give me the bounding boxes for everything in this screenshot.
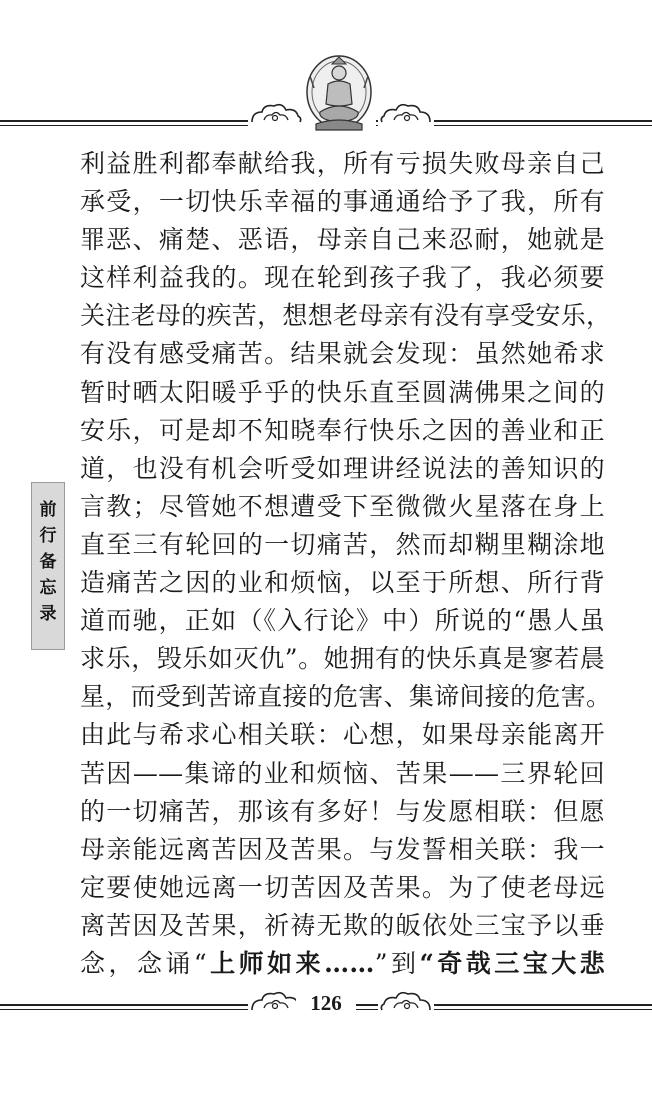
- text-line: 星，而受到苦谛直接的危害、集谛间接的危害。: [80, 682, 612, 712]
- text-line: 言教；尽管她不想遭受下至微微火星落在身上: [80, 491, 605, 521]
- text-line: 苦因——集谛的业和烦恼、苦果——三界轮回: [80, 758, 605, 788]
- text-line: 承受，一切快乐幸福的事通通给予了我，所有: [80, 187, 605, 217]
- text-line: 罪恶、痛楚、恶语，母亲自己来忍耐，她就是: [80, 225, 605, 255]
- cloud-ornament-icon: [378, 988, 434, 1014]
- text-line-last: 念，念诵“上师如来……”到“奇哉三宝大悲: [80, 948, 605, 978]
- text-line: 求乐，毁乐如灭仇”。她拥有的快乐真是寥若晨: [80, 644, 605, 674]
- side-tab-char: 行: [39, 526, 57, 546]
- side-tab-char: 备: [39, 552, 57, 572]
- cloud-ornament-icon: [378, 100, 434, 126]
- text-line: 安乐，可是却不知晓奉行快乐之因的善业和正: [80, 415, 605, 445]
- deity-figure-icon: [302, 54, 376, 134]
- text-line: 直至三有轮回的一切痛苦，然而却糊里糊涂地: [80, 529, 605, 559]
- side-tab-char: 忘: [39, 578, 57, 598]
- text-line: 定要使她远离一切苦因及苦果。为了使老母远: [80, 872, 605, 902]
- text-line: 有没有感受痛苦。结果就会发现：虽然她希求: [80, 339, 605, 369]
- text-line: 暂时晒太阳暖乎乎的快乐直至圆满佛果之间的: [80, 377, 605, 407]
- body-text: [80, 145, 612, 983]
- text-line: 离苦因及苦果，祈祷无欺的皈依处三宝予以垂: [80, 910, 605, 940]
- page-number: 126: [296, 988, 356, 1018]
- text-line: 由此与希求心相关联：心想，如果母亲能离开: [80, 720, 605, 750]
- text-line: 关注老母的疾苦，想想老母亲有没有享受安乐，: [80, 301, 612, 331]
- side-tab-char: 前: [39, 500, 57, 520]
- text-line: 利益胜利都奉献给我，所有亏损失败母亲自己: [80, 149, 605, 178]
- side-tab: [31, 482, 65, 650]
- text-line: 母亲能远离苦因及苦果。与发誓相关联：我一: [80, 834, 605, 864]
- text-line: 道，也没有机会听受如理讲经说法的善知识的: [80, 453, 605, 483]
- text-line: 这样利益我的。现在轮到孩子我了，我必须要: [80, 263, 605, 293]
- text-line: 道而驰，正如（《入行论》中）所说的“愚人虽: [80, 606, 605, 636]
- bold-phrase: 上师如来……: [207, 948, 375, 978]
- text-line: 的一切痛苦，那该有多好！与发愿相联：但愿: [80, 796, 605, 826]
- bold-phrase: 奇哉三宝大悲: [434, 948, 605, 978]
- text-line: 造痛苦之因的业和烦恼，以至于所想、所行背: [80, 568, 605, 598]
- side-tab-char: 录: [39, 604, 57, 624]
- cloud-ornament-icon: [248, 100, 304, 126]
